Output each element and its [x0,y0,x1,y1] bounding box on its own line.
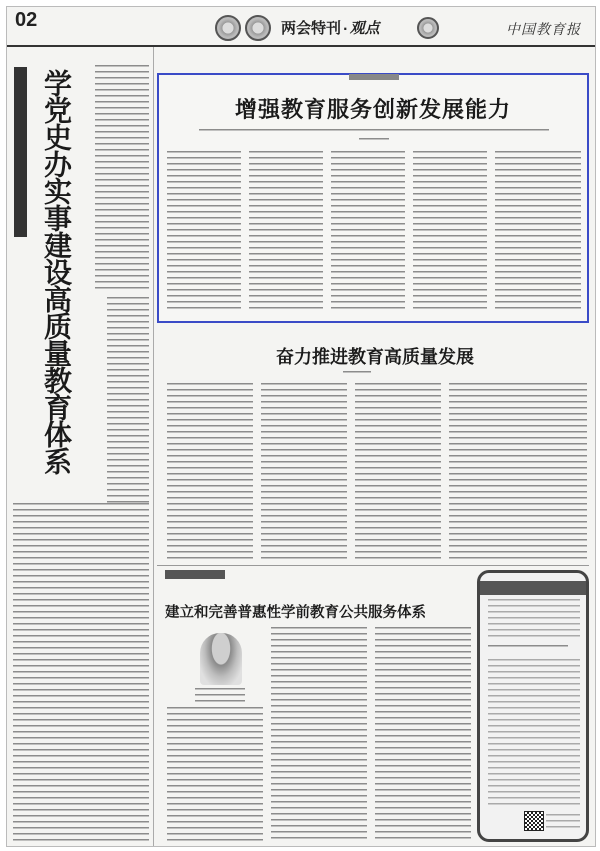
left-article-body-text [13,503,149,843]
article3-column-3 [375,627,471,841]
mobile-promo-header [480,581,586,595]
special-issue-label [281,17,380,38]
page-header [7,7,595,47]
newspaper-masthead: 中国教育报 [506,22,581,38]
author-caption [195,688,245,702]
mobile-promo-body [488,659,580,805]
featured-article-title: 增强教育服务创新发展能力 [234,97,511,123]
mobile-promo-intro [488,599,580,639]
article2-column-1 [167,383,253,559]
national-emblem-icon [417,17,439,39]
featured-article-column-2 [249,151,323,311]
page-number: 02 [15,9,38,31]
author-portrait [200,633,242,685]
featured-article-column-1 [167,151,241,311]
featured-article-author [359,138,389,142]
featured-article-column-3 [331,151,405,311]
mobile-promo-heading [488,645,568,649]
column-label-bar [14,67,27,237]
mobile-promo-panel [477,570,589,842]
featured-article-tag [349,74,399,80]
special-issue-subtitle: 观点 [349,19,380,37]
featured-article-column-4 [413,151,487,311]
left-article-title: 学党史办实事建设高质量教育体系 [40,69,73,474]
special-issue-separator: · [343,22,348,36]
article3-column-1 [167,707,263,841]
featured-article-subtitle [199,129,549,133]
article2-column-4 [449,383,587,559]
national-emblem-icon [215,15,241,41]
article2-column-2 [261,383,347,559]
article2-column-3 [355,383,441,559]
left-article [7,47,154,847]
left-article-body-text [95,65,149,293]
article3-title: 建立和完善普惠性学前教育公共服务体系 [165,604,426,621]
national-emblem-icon [245,15,271,41]
article3-column-2 [271,627,367,841]
qr-code-caption [546,814,580,828]
article2-author [343,371,371,375]
newspaper-page [6,6,596,847]
left-article-body-text [107,297,149,507]
article3-tag [165,570,225,579]
featured-article [157,73,589,323]
qr-code-icon [524,811,544,831]
section-divider [157,565,589,566]
special-issue-title: 两会特刊 [281,19,342,37]
article2-title: 奋力推进教育高质量发展 [276,347,474,368]
featured-article-column-5 [495,151,581,311]
